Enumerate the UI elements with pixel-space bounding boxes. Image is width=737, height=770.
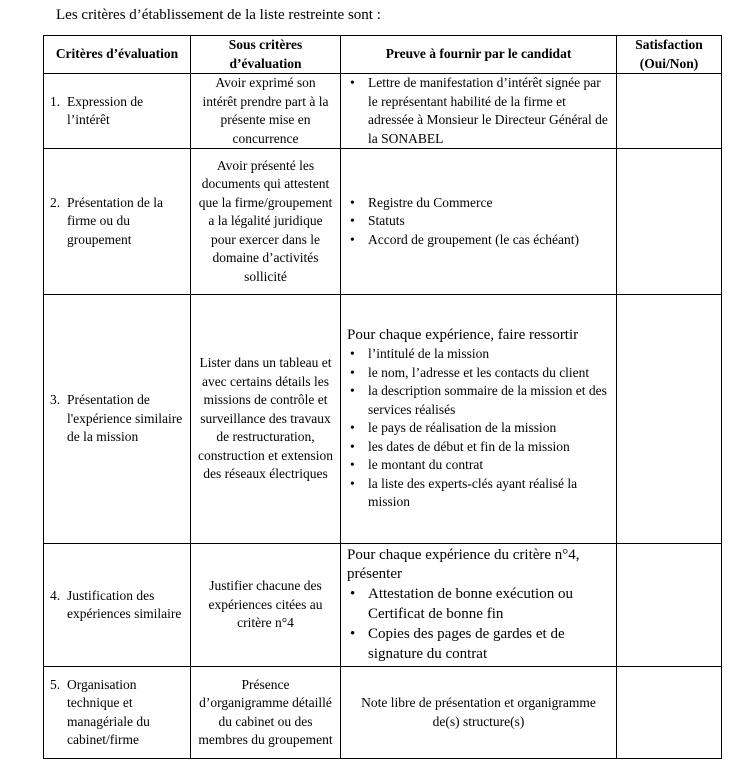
criterion-cell: [44, 667, 191, 759]
proof-item: • les dates de début et fin de la mission: [347, 438, 610, 457]
criterion-cell: [44, 544, 191, 667]
satisfaction-cell[interactable]: [617, 295, 722, 544]
criteria-table: [43, 35, 722, 759]
proof-item: • Statuts: [347, 212, 610, 231]
criterion-cell: [44, 295, 191, 544]
proof-item: • Lettre de manifestation d’intérêt signée par le représentant habilité de la firme et adressée à Monsieur le Directeur Général de la SONABEL: [347, 74, 610, 148]
proof-lead: Pour chaque expérience du critère n°4, présenter: [347, 547, 580, 582]
proof-item: • l’intitulé de la mission: [347, 345, 610, 364]
table-row: [44, 74, 722, 149]
satisfaction-cell[interactable]: [617, 667, 722, 759]
proof-item: • Accord de groupement (le cas échéant): [347, 231, 610, 250]
table-row: [44, 295, 722, 544]
sub-criterion-cell: Justifier chacune des expériences citées au critère n°4: [191, 544, 341, 667]
criterion-text: Présentation de l'expérience similaire de la mission: [67, 392, 183, 445]
header-satisfaction: Satisfaction (Oui/Non): [617, 36, 722, 74]
criterion-text: Justification des expériences similaire: [67, 587, 182, 621]
sub-criterion-cell: Lister dans un tableau et avec certains détails les missions de contrôle et surveillance des travaux de restructuration, construction et extension des réseaux électriques: [191, 295, 341, 544]
proof-cell: [341, 544, 617, 667]
row-number: 5.: [50, 676, 61, 692]
sub-criterion-cell: Avoir présenté les documents qui attestent que la firme/groupement a la légalité juridique pour exercer dans le domaine d’activités sollicité: [191, 149, 341, 295]
satisfaction-cell[interactable]: [617, 544, 722, 667]
table-row: [44, 544, 722, 667]
criterion-text: Organisation technique et managériale du cabinet/firme: [67, 676, 150, 747]
criterion-cell: [44, 74, 191, 149]
proof-item: • Registre du Commerce: [347, 194, 610, 213]
proof-lead: Pour chaque expérience, faire ressortir: [347, 327, 579, 344]
row-number: 4.: [50, 587, 61, 603]
proof-cell: [341, 149, 617, 295]
row-number: 3.: [50, 392, 61, 408]
proof-item: • la description sommaire de la mission et des services réalisés: [347, 382, 610, 419]
proof-item: • la liste des experts-clés ayant réalisé la mission: [347, 475, 610, 512]
proof-cell: [341, 74, 617, 149]
proof-item: • le nom, l’adresse et les contacts du client: [347, 364, 610, 383]
header-proof: Preuve à fournir par le candidat: [341, 36, 617, 74]
table-row: [44, 149, 722, 295]
header-criteria: Critères d’évaluation: [44, 36, 191, 74]
sub-criterion-cell: Avoir exprimé son intérêt prendre part à la présente mise en concurrence: [191, 74, 341, 149]
proof-item: • Copies des pages de gardes et de signature du contrat: [347, 624, 610, 664]
satisfaction-cell[interactable]: [617, 74, 722, 149]
header-row: [44, 36, 722, 74]
row-number: 2.: [50, 194, 61, 210]
criterion-text: Présentation de la firme ou du groupement: [67, 194, 163, 247]
row-number: 1.: [50, 93, 61, 109]
proof-cell: [341, 295, 617, 544]
criterion-text: Expression de l’intérêt: [67, 93, 144, 127]
satisfaction-cell[interactable]: [617, 149, 722, 295]
criterion-cell: [44, 149, 191, 295]
sub-criterion-cell: Présence d’organigramme détaillé du cabinet ou des membres du groupement: [191, 667, 341, 759]
table-row: [44, 667, 722, 759]
proof-item: • Attestation de bonne exécution ou Certificat de bonne fin: [347, 584, 610, 624]
proof-item: • le montant du contrat: [347, 456, 610, 475]
intro-text: Les critères d’établissement de la liste restreinte sont :: [56, 7, 381, 23]
header-sub-criteria: Sous critères d’évaluation: [191, 36, 341, 74]
proof-item: • le pays de réalisation de la mission: [347, 419, 610, 438]
proof-note: Note libre de présentation et organigramme de(s) structure(s): [341, 667, 617, 759]
